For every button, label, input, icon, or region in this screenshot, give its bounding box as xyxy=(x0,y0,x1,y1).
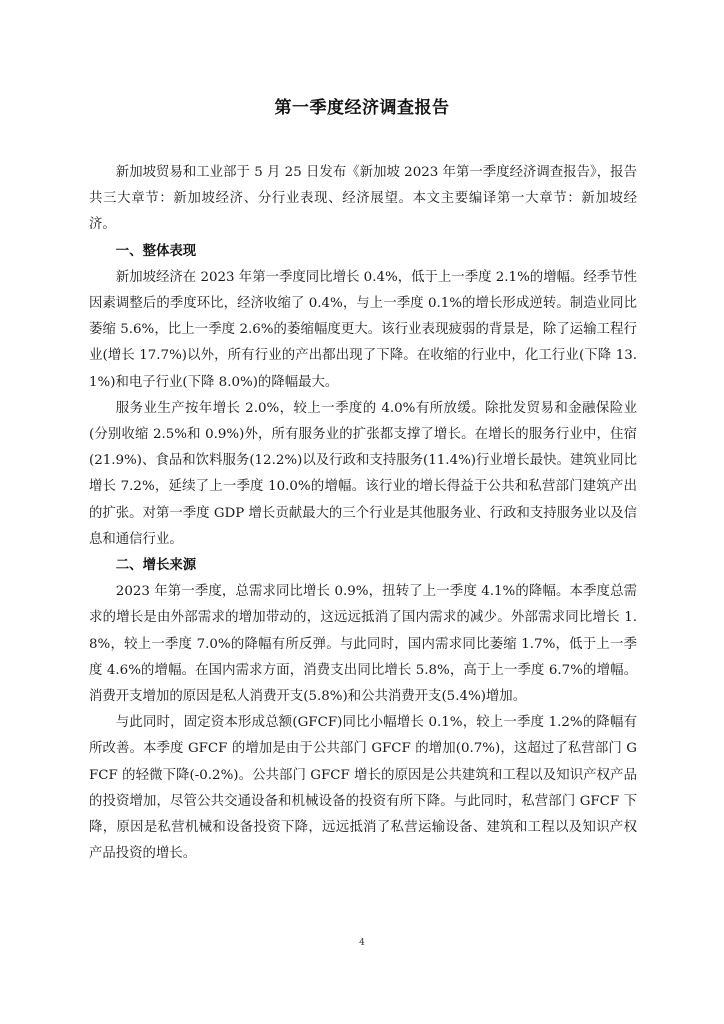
document-body xyxy=(89,160,637,867)
body-paragraph: 2023 年第一季度，总需求同比增长 0.9%，扭转了上一季度 4.1%的降幅。本季度总需求的增长是由外部需求的增加带动的，这远远抵消了国内需求的减少。外部需求同比增长 1.8%，较上一季度 7.0%的降幅有所反弹。与此同时，国内需求同比萎缩 1.7%，低于上一季度 4.6%的增幅。在国内需求方面，消费支出同比增长 5.8%，高于上一季度 6.7%的增幅。消费开支增加的原因是私人消费开支(5.8%)和公共消费开支(5.4%)增加。 xyxy=(89,584,637,705)
section-growth-sources xyxy=(89,553,637,867)
body-paragraph: 服务业生产按年增长 2.0%，较上一季度的 4.0%有所放缓。除批发贸易和金融保险业(分别收缩 2.5%和 0.9%)外，所有服务业的扩张都支撑了增长。在增长的服务行业中，住宿(21.9%)、食品和饮料服务(12.2%)以及行政和支持服务(11.4%)行业增长最快。建筑业同比增长 7.2%，延续了上一季度 10.0%的增幅。该行业的增长得益于公共和私营部门建筑产出的扩张。对第一季度 GDP 增长贡献最大的三个行业是其他服务业、行政和支持服务业以及信息和通信行业。 xyxy=(89,400,637,547)
intro-paragraph: 新加坡贸易和工业部于 5 月 25 日发布《新加坡 2023 年第一季度经济调查报告》，报告共三大章节：新加坡经济、分行业表现、经济展望。本文主要编译第一大章节：新加坡经济。 xyxy=(89,165,637,233)
document-title: 第一季度经济调查报告 xyxy=(274,98,450,118)
page-number: 4 xyxy=(359,938,365,948)
body-paragraph: 新加坡经济在 2023 年第一季度同比增长 0.4%，低于上一季度 2.1%的增幅。经季节性因素调整后的季度环比，经济收缩了 0.4%，与上一季度 0.1%的增长形成逆转。制造业同比萎缩 5.6%，比上一季度 2.6%的萎缩幅度更大。该行业表现疲弱的背景是，除了运输工程行业(增长 17.7%)以外，所有行业的产出都出现了下降。在收缩的行业中，化工行业(下降 13.1%)和电子行业(下降 8.0%)的降幅最大。 xyxy=(89,269,637,390)
section-heading: 一、整体表现 xyxy=(115,243,197,259)
section-heading: 二、增长来源 xyxy=(115,558,197,574)
section-overall-performance xyxy=(89,239,637,553)
body-paragraph: 与此同时，固定资本形成总额(GFCF)同比小幅增长 0.1%，较上一季度 1.2%的降幅有所改善。本季度 GFCF 的增加是由于公共部门 GFCF 的增加(0.7%)，这超过了私营部门 GFCF 的轻微下降(-0.2%)。公共部门 GFCF 增长的原因是公共建筑和工程以及知识产权产品的投资增加，尽管公共交通设备和机械设备的投资有所下降。与此同时，私营部门 GFCF 下降，原因是私营机械和设备投资下降，远远抵消了私营运输设备、建筑和工程以及知识产权产品投资的增长。 xyxy=(89,715,637,862)
